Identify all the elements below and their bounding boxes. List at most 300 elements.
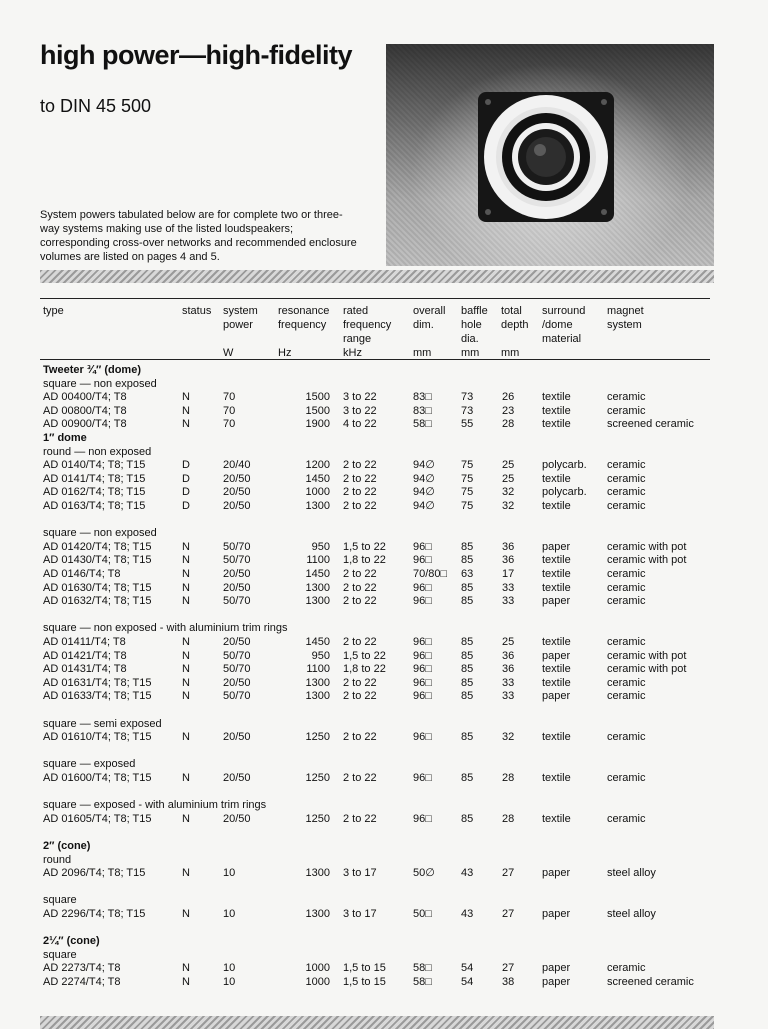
cell-rated-range: 2 to 22 <box>343 676 377 689</box>
decorative-band-top <box>40 270 714 283</box>
section-heading <box>0 934 768 948</box>
cell-total-depth: 23 <box>502 404 515 417</box>
cell-material: paper <box>542 908 571 920</box>
cell-rated-range: 1,5 to 15 <box>343 962 386 975</box>
cell-type: AD 01632/T4; T8; T15 <box>43 595 152 608</box>
cell-rated-range: 2 to 22 <box>343 568 377 580</box>
cell-magnet: ceramic <box>607 568 646 580</box>
cell-total-depth: 17 <box>502 568 515 580</box>
cell-status: N <box>182 908 190 920</box>
cell-baffle-hole: 54 <box>461 976 474 988</box>
table-row <box>0 812 768 826</box>
table-row <box>0 635 768 649</box>
cell-resonance: 1200 <box>305 459 330 472</box>
cell-rated-range: 1,8 to 22 <box>343 554 386 567</box>
cell-type: AD 01633/T4; T8; T15 <box>43 690 152 703</box>
cell-resonance: 1300 <box>305 908 330 920</box>
cell-magnet: screened ceramic <box>607 418 694 431</box>
cell-baffle-hole: 85 <box>461 595 474 608</box>
cell-total-depth: 28 <box>502 812 515 825</box>
cell-status: N <box>182 663 190 676</box>
cell-status: N <box>182 772 190 784</box>
cell-type: AD 01430/T4; T8; T15 <box>43 554 152 567</box>
cell-magnet: steel alloy <box>607 908 656 920</box>
cell-overall-dim: 96□ <box>413 812 432 825</box>
cell-total-depth: 27 <box>502 908 515 920</box>
table-row <box>0 961 768 975</box>
cell-rated-range: 2 to 22 <box>343 731 377 744</box>
cell-baffle-hole: 85 <box>461 731 474 744</box>
cell-overall-dim: 96□ <box>413 636 432 648</box>
cell-type: AD 2273/T4; T8 <box>43 962 121 975</box>
cell-material: paper <box>542 595 571 608</box>
cell-rated-range: 1,5 to 15 <box>343 976 386 988</box>
cell-resonance: 1250 <box>305 812 330 825</box>
cell-type: AD 01421/T4; T8 <box>43 649 127 662</box>
cell-status: D <box>182 486 190 499</box>
cell-status: N <box>182 568 190 580</box>
cell-rated-range: 2 to 22 <box>343 581 377 594</box>
header-baffle: baffle hole dia. mm <box>461 305 488 359</box>
header-resonance: resonance frequency Hz <box>278 305 330 359</box>
cell-total-depth: 26 <box>502 391 515 404</box>
cell-type: AD 01610/T4; T8; T15 <box>43 731 152 744</box>
section-title: 2′′ (cone) <box>43 840 91 852</box>
cell-type: AD 0163/T4; T8; T15 <box>43 500 146 512</box>
cell-overall-dim: 70/80□ <box>413 568 448 580</box>
cell-type: AD 2274/T4; T8 <box>43 976 121 988</box>
subsection-title: round — non exposed <box>43 445 152 458</box>
cell-total-depth: 28 <box>502 772 515 784</box>
cell-baffle-hole: 85 <box>461 649 474 662</box>
cell-type: AD 00900/T4; T8 <box>43 418 127 431</box>
cell-baffle-hole: 85 <box>461 663 474 676</box>
table-row <box>0 866 768 880</box>
table-row <box>0 472 768 486</box>
cell-power: 50/70 <box>223 690 251 703</box>
subsection-title: square <box>43 894 77 907</box>
cell-power: 70 <box>223 391 236 404</box>
cell-material: paper <box>542 540 571 553</box>
cell-baffle-hole: 75 <box>461 486 474 499</box>
cell-status: D <box>182 472 190 485</box>
cell-total-depth: 25 <box>502 472 515 485</box>
cell-type: AD 01411/T4; T8 <box>43 636 126 648</box>
table-row <box>0 730 768 744</box>
cell-rated-range: 3 to 17 <box>343 867 377 880</box>
cell-overall-dim: 96□ <box>413 581 432 594</box>
header-material: surround /dome material <box>542 305 586 345</box>
subsection-heading <box>0 948 768 962</box>
cell-type: AD 00400/T4; T8 <box>43 391 127 404</box>
cell-overall-dim: 96□ <box>413 731 432 744</box>
cell-power: 10 <box>223 976 236 988</box>
subsection-heading <box>0 621 768 635</box>
table-row <box>0 404 768 418</box>
cell-resonance: 1300 <box>305 867 330 880</box>
cell-material: paper <box>542 690 571 703</box>
subsection-title: round <box>43 853 72 866</box>
intro-text: System powers tabulated below are for complete two or three-way systems making use of the listed loudspeakers; corresponding cross-over networks and recommended enclosure volumes are listed on pages 4 and 5. <box>40 209 357 263</box>
cell-power: 10 <box>223 962 236 975</box>
cell-rated-range: 2 to 22 <box>343 459 377 472</box>
cell-total-depth: 33 <box>502 690 515 703</box>
cell-status: N <box>182 867 190 880</box>
cell-magnet: ceramic <box>607 404 646 417</box>
table-row <box>0 662 768 676</box>
cell-total-depth: 25 <box>502 459 515 472</box>
section-heading <box>0 431 768 445</box>
cell-material: textile <box>542 581 571 594</box>
subsection-heading <box>0 377 768 391</box>
cell-type: AD 01420/T4; T8; T15 <box>43 540 152 553</box>
cell-total-depth: 33 <box>502 581 515 594</box>
cell-power: 20/50 <box>223 568 251 580</box>
subsection-title: square <box>43 948 77 961</box>
section-title: 1′′ dome <box>43 432 87 444</box>
cell-overall-dim: 94∅ <box>413 500 435 512</box>
table-row <box>0 485 768 499</box>
cell-baffle-hole: 75 <box>461 459 474 472</box>
cell-magnet: ceramic with pot <box>607 540 687 553</box>
cell-rated-range: 3 to 17 <box>343 908 377 920</box>
cell-magnet: ceramic <box>607 772 646 784</box>
cell-baffle-hole: 85 <box>461 540 474 553</box>
cell-status: N <box>182 595 190 608</box>
cell-total-depth: 28 <box>502 418 515 431</box>
subsection-title: square — non exposed <box>43 377 157 390</box>
cell-baffle-hole: 73 <box>461 391 474 404</box>
cell-type: AD 01631/T4; T8; T15 <box>43 676 152 689</box>
cell-magnet: steel alloy <box>607 867 656 880</box>
cell-resonance: 1450 <box>305 568 330 580</box>
section-title: Tweeter ¾′′ (dome) <box>43 364 141 376</box>
subsection-heading <box>0 757 768 771</box>
cell-power: 20/50 <box>223 500 251 512</box>
cell-overall-dim: 96□ <box>413 676 432 689</box>
cell-status: D <box>182 459 190 472</box>
cell-rated-range: 2 to 22 <box>343 595 377 608</box>
subsection-heading <box>0 717 768 731</box>
cell-rated-range: 2 to 22 <box>343 500 377 512</box>
cell-magnet: ceramic <box>607 581 646 594</box>
cell-power: 10 <box>223 908 236 920</box>
cell-magnet: ceramic <box>607 676 646 689</box>
speaker-photo <box>386 44 714 266</box>
cell-baffle-hole: 85 <box>461 636 474 648</box>
cell-baffle-hole: 85 <box>461 554 474 567</box>
cell-magnet: ceramic <box>607 812 646 825</box>
cell-resonance: 1500 <box>305 404 330 417</box>
cell-resonance: 1300 <box>305 676 330 689</box>
cell-baffle-hole: 43 <box>461 867 474 880</box>
subsection-heading <box>0 445 768 459</box>
cell-resonance: 1100 <box>306 554 330 567</box>
cell-total-depth: 38 <box>502 976 515 988</box>
cell-power: 20/50 <box>223 636 251 648</box>
cell-status: N <box>182 581 190 594</box>
cell-material: polycarb. <box>542 459 587 472</box>
cell-rated-range: 4 to 22 <box>343 418 377 431</box>
cell-overall-dim: 96□ <box>413 690 432 703</box>
cell-total-depth: 36 <box>502 540 515 553</box>
cell-resonance: 1000 <box>305 976 330 988</box>
cell-rated-range: 3 to 22 <box>343 391 377 404</box>
cell-material: textile <box>542 404 571 417</box>
cell-resonance: 1300 <box>305 595 330 608</box>
cell-rated-range: 2 to 22 <box>343 486 377 499</box>
cell-resonance: 1300 <box>305 690 330 703</box>
cell-baffle-hole: 55 <box>461 418 474 431</box>
header-magnet: magnet system <box>607 305 644 331</box>
cell-status: N <box>182 676 190 689</box>
cell-material: paper <box>542 976 571 988</box>
cell-material: paper <box>542 867 571 880</box>
subsection-heading <box>0 526 768 540</box>
cell-status: N <box>182 812 190 825</box>
table-row <box>0 417 768 431</box>
cell-rated-range: 3 to 22 <box>343 404 377 417</box>
cell-magnet: ceramic <box>607 391 646 404</box>
cell-total-depth: 32 <box>502 500 515 512</box>
table-rule-header <box>40 359 710 360</box>
cell-overall-dim: 58□ <box>413 962 432 975</box>
cell-total-depth: 25 <box>502 636 515 648</box>
cell-material: textile <box>542 391 571 404</box>
table-row <box>0 771 768 785</box>
cell-magnet: ceramic <box>607 595 646 608</box>
cell-material: textile <box>542 731 571 744</box>
cell-type: AD 01431/T4; T8 <box>43 663 127 676</box>
cell-power: 20/50 <box>223 581 251 594</box>
cell-type: AD 2296/T4; T8; T15 <box>43 908 146 920</box>
cell-magnet: ceramic with pot <box>607 663 687 676</box>
cell-power: 50/70 <box>223 663 251 676</box>
table-row <box>0 458 768 472</box>
cell-material: textile <box>542 418 571 431</box>
cell-type: AD 01605/T4; T8; T15 <box>43 812 152 825</box>
cell-rated-range: 2 to 22 <box>343 636 377 648</box>
cell-material: paper <box>542 649 571 662</box>
cell-resonance: 1250 <box>305 772 330 784</box>
cell-material: textile <box>542 472 571 485</box>
cell-type: AD 0162/T4; T8; T15 <box>43 486 146 499</box>
table-row <box>0 649 768 663</box>
subsection-title: square — exposed <box>43 758 136 771</box>
cell-type: AD 01600/T4; T8; T15 <box>43 772 152 784</box>
cell-power: 20/50 <box>223 772 251 784</box>
cell-power: 50/70 <box>223 595 251 608</box>
cell-magnet: ceramic <box>607 962 646 975</box>
header-power: system power W <box>223 305 258 359</box>
cell-material: textile <box>542 554 571 567</box>
header-depth: total depth mm <box>501 305 529 359</box>
cell-magnet: ceramic <box>607 500 646 512</box>
subsection-title: square — exposed - with aluminium trim rings <box>43 799 267 812</box>
table-row <box>0 907 768 921</box>
cell-type: AD 2096/T4; T8; T15 <box>43 867 146 880</box>
cell-power: 20/50 <box>223 676 251 689</box>
cell-resonance: 1300 <box>305 581 330 594</box>
cell-resonance: 1450 <box>305 636 330 648</box>
page-title: high power—high-fidelity <box>40 40 352 70</box>
cell-total-depth: 36 <box>502 663 515 676</box>
cell-status: N <box>182 418 190 431</box>
cell-overall-dim: 50□ <box>413 908 432 920</box>
header-rated: rated frequency range kHz <box>343 305 392 359</box>
table-row <box>0 581 768 595</box>
cell-material: textile <box>542 812 571 825</box>
cell-overall-dim: 96□ <box>413 649 432 662</box>
cell-baffle-hole: 43 <box>461 908 474 920</box>
cell-resonance: 1450 <box>305 472 330 485</box>
cell-total-depth: 27 <box>502 867 515 880</box>
cell-power: 10 <box>223 867 236 880</box>
cell-resonance: 1100 <box>306 663 330 676</box>
cell-overall-dim: 96□ <box>413 554 432 567</box>
cell-resonance: 1000 <box>305 962 330 975</box>
cell-magnet: ceramic with pot <box>607 649 687 662</box>
cell-status: N <box>182 540 190 553</box>
cell-baffle-hole: 63 <box>461 568 474 580</box>
tweeter-image <box>386 44 714 266</box>
cell-overall-dim: 58□ <box>413 418 432 431</box>
cell-type: AD 0146/T4; T8 <box>43 568 121 580</box>
cell-overall-dim: 96□ <box>413 595 432 608</box>
cell-material: textile <box>542 500 571 512</box>
cell-rated-range: 1,5 to 22 <box>343 540 386 553</box>
cell-material: textile <box>542 676 571 689</box>
cell-rated-range: 1,8 to 22 <box>343 663 386 676</box>
cell-magnet: ceramic <box>607 636 646 648</box>
cell-overall-dim: 94∅ <box>413 486 435 499</box>
cell-status: N <box>182 404 190 417</box>
cell-overall-dim: 96□ <box>413 772 432 784</box>
cell-resonance: 1000 <box>305 486 330 499</box>
cell-power: 20/40 <box>223 459 251 472</box>
table-row <box>0 540 768 554</box>
cell-magnet: ceramic <box>607 472 646 485</box>
cell-status: N <box>182 554 190 567</box>
cell-resonance: 1900 <box>305 418 330 431</box>
cell-status: N <box>182 962 190 975</box>
cell-overall-dim: 96□ <box>413 540 432 553</box>
table-row <box>0 390 768 404</box>
cell-total-depth: 27 <box>502 962 515 975</box>
header-dim: overall dim. mm <box>413 305 446 359</box>
cell-baffle-hole: 85 <box>461 690 474 703</box>
cell-status: N <box>182 690 190 703</box>
cell-magnet: ceramic with pot <box>607 554 687 567</box>
header-type: type <box>43 305 64 317</box>
cell-status: N <box>182 649 190 662</box>
cell-total-depth: 33 <box>502 595 515 608</box>
cell-resonance: 1500 <box>305 391 330 404</box>
cell-overall-dim: 83□ <box>413 404 432 417</box>
cell-overall-dim: 50∅ <box>413 867 435 880</box>
cell-type: AD 00800/T4; T8 <box>43 404 127 417</box>
cell-resonance: 1300 <box>305 500 330 512</box>
cell-rated-range: 2 to 22 <box>343 690 377 703</box>
subsection-title: square — non exposed <box>43 527 157 540</box>
subsection-heading <box>0 893 768 907</box>
cell-type: AD 0140/T4; T8; T15 <box>43 459 146 472</box>
page-subtitle: to DIN 45 500 <box>40 96 152 116</box>
cell-baffle-hole: 85 <box>461 581 474 594</box>
cell-resonance: 950 <box>311 540 330 553</box>
cell-material: textile <box>542 772 571 784</box>
cell-power: 50/70 <box>223 554 251 567</box>
cell-overall-dim: 83□ <box>413 391 432 404</box>
cell-overall-dim: 94∅ <box>413 472 435 485</box>
cell-total-depth: 33 <box>502 676 515 689</box>
cell-overall-dim: 58□ <box>413 976 432 988</box>
section-heading <box>0 839 768 853</box>
table-row <box>0 553 768 567</box>
cell-power: 50/70 <box>223 649 251 662</box>
cell-magnet: ceramic <box>607 690 646 703</box>
cell-type: AD 0141/T4; T8; T15 <box>43 472 146 485</box>
cell-status: N <box>182 391 190 404</box>
cell-total-depth: 36 <box>502 649 515 662</box>
cell-baffle-hole: 85 <box>461 812 474 825</box>
cell-rated-range: 2 to 22 <box>343 472 377 485</box>
cell-material: polycarb. <box>542 486 587 499</box>
subsection-heading <box>0 798 768 812</box>
cell-magnet: ceramic <box>607 486 646 499</box>
table-row <box>0 567 768 581</box>
cell-power: 70 <box>223 404 236 417</box>
cell-baffle-hole: 85 <box>461 676 474 689</box>
cell-material: paper <box>542 962 571 975</box>
cell-rated-range: 2 to 22 <box>343 772 377 784</box>
cell-power: 50/70 <box>223 540 251 553</box>
cell-total-depth: 32 <box>502 731 515 744</box>
cell-power: 70 <box>223 418 236 431</box>
cell-total-depth: 32 <box>502 486 515 499</box>
cell-resonance: 1250 <box>305 731 330 744</box>
cell-baffle-hole: 75 <box>461 472 474 485</box>
cell-resonance: 950 <box>311 649 330 662</box>
subsection-title: square — semi exposed <box>43 717 162 730</box>
table-rule-top <box>40 298 710 299</box>
cell-baffle-hole: 75 <box>461 500 474 512</box>
table-row <box>0 676 768 690</box>
header-status: status <box>182 305 212 317</box>
cell-power: 20/50 <box>223 812 251 825</box>
cell-material: textile <box>542 663 571 676</box>
cell-power: 20/50 <box>223 486 251 499</box>
cell-power: 20/50 <box>223 472 251 485</box>
cell-status: N <box>182 636 190 648</box>
cell-total-depth: 36 <box>502 554 515 567</box>
cell-status: D <box>182 500 190 512</box>
cell-overall-dim: 94∅ <box>413 459 435 472</box>
cell-status: N <box>182 976 190 988</box>
table-row <box>0 594 768 608</box>
subsection-title: square — non exposed - with aluminium trim rings <box>43 622 288 635</box>
cell-material: textile <box>542 636 571 648</box>
cell-material: textile <box>542 568 571 580</box>
cell-baffle-hole: 85 <box>461 772 474 784</box>
cell-overall-dim: 96□ <box>413 663 432 676</box>
cell-rated-range: 1,5 to 22 <box>343 649 386 662</box>
cell-baffle-hole: 54 <box>461 962 474 975</box>
table-row <box>0 975 768 989</box>
cell-magnet: screened ceramic <box>607 976 694 988</box>
section-title: 2¼′′ (cone) <box>43 935 100 948</box>
cell-power: 20/50 <box>223 731 251 744</box>
